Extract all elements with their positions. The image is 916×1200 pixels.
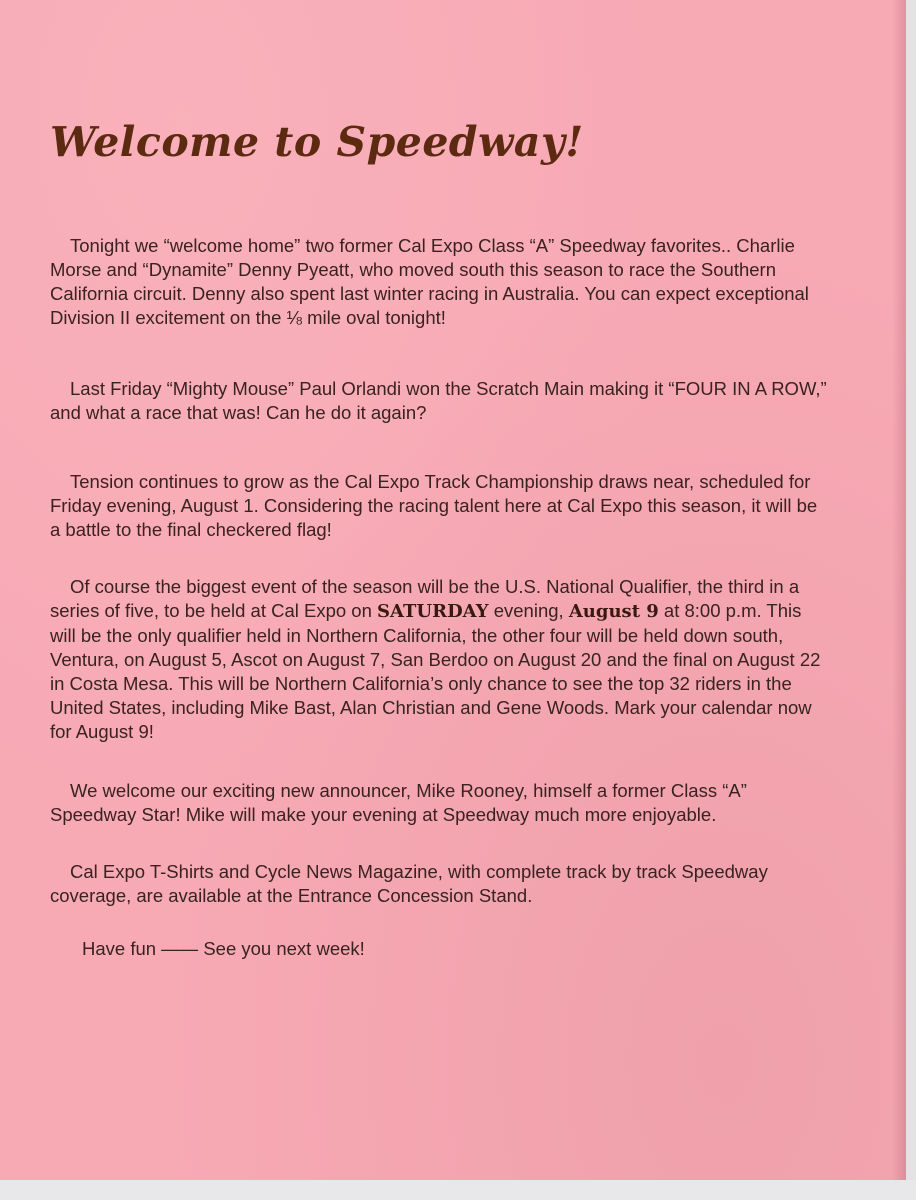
- bold-saturday: SATURDAY: [377, 601, 489, 622]
- paragraph-text: Tonight we “welcome home” two former Cal Expo Class “A” Speedway favorites.. Charlie Morse and “Dynamite” Denny Pyeatt, who moved south this season to race the Southern California circuit. Denny also spent last winter racing in Australia. You can expect exceptional Division II excitement on the ⅛ mile oval tonight!: [50, 235, 809, 328]
- paragraph-text: Cal Expo T-Shirts and Cycle News Magazine, with complete track by track Speedway coverage, are available at the Entrance Concession Stand.: [50, 861, 768, 906]
- paragraph-text: Of course the biggest event of the season will be the U.S. National Qualifier, the third in a series of five, to be held at Cal Expo on: [50, 576, 800, 621]
- paragraph-welcome-home: [50, 234, 830, 330]
- paragraph-new-announcer: [50, 779, 830, 827]
- page-fold-shadow: [892, 0, 906, 1180]
- paragraph-text: at 8:00 p.m. This will be the only qualifier held in Northern California, the other four will be held down south, Ventura, on August 5, Ascot on August 7, San Berdoo on August 20 and the final on August 22 in Costa Mesa. This will be Northern California’s only chance to see the top 32 riders in the United States, including Mike Bast, Alan Christian and Gene Woods. Mark your calendar now for August 9!: [50, 600, 821, 742]
- paragraph-text: Last Friday “Mighty Mouse” Paul Orlandi won the Scratch Main making it “FOUR IN A ROW,” and what a race that was! Can he do it again?: [50, 378, 827, 423]
- paragraph-text: Tension continues to grow as the Cal Expo Track Championship draws near, scheduled for Friday evening, August 1. Considering the racing talent here at Cal Expo this season, it will be a battle to the final checkered flag!: [50, 471, 818, 540]
- paragraph-track-championship: [50, 470, 830, 542]
- bold-august-9: August 9: [568, 601, 659, 622]
- paragraph-concession-stand: [50, 860, 830, 908]
- paragraph-text: evening,: [488, 600, 569, 621]
- paragraph-sign-off: Have fun —— See you next week!: [82, 938, 365, 959]
- scan-background-edge: [0, 1180, 916, 1200]
- paragraph-text: We welcome our exciting new announcer, Mike Rooney, himself a former Class “A” Speedway Star! Mike will make your evening at Speedway much more enjoyable.: [50, 780, 747, 825]
- paragraph-last-friday: [50, 377, 830, 425]
- page-title: Welcome to Speedway!: [50, 118, 584, 166]
- paragraph-national-qualifier: [50, 575, 830, 744]
